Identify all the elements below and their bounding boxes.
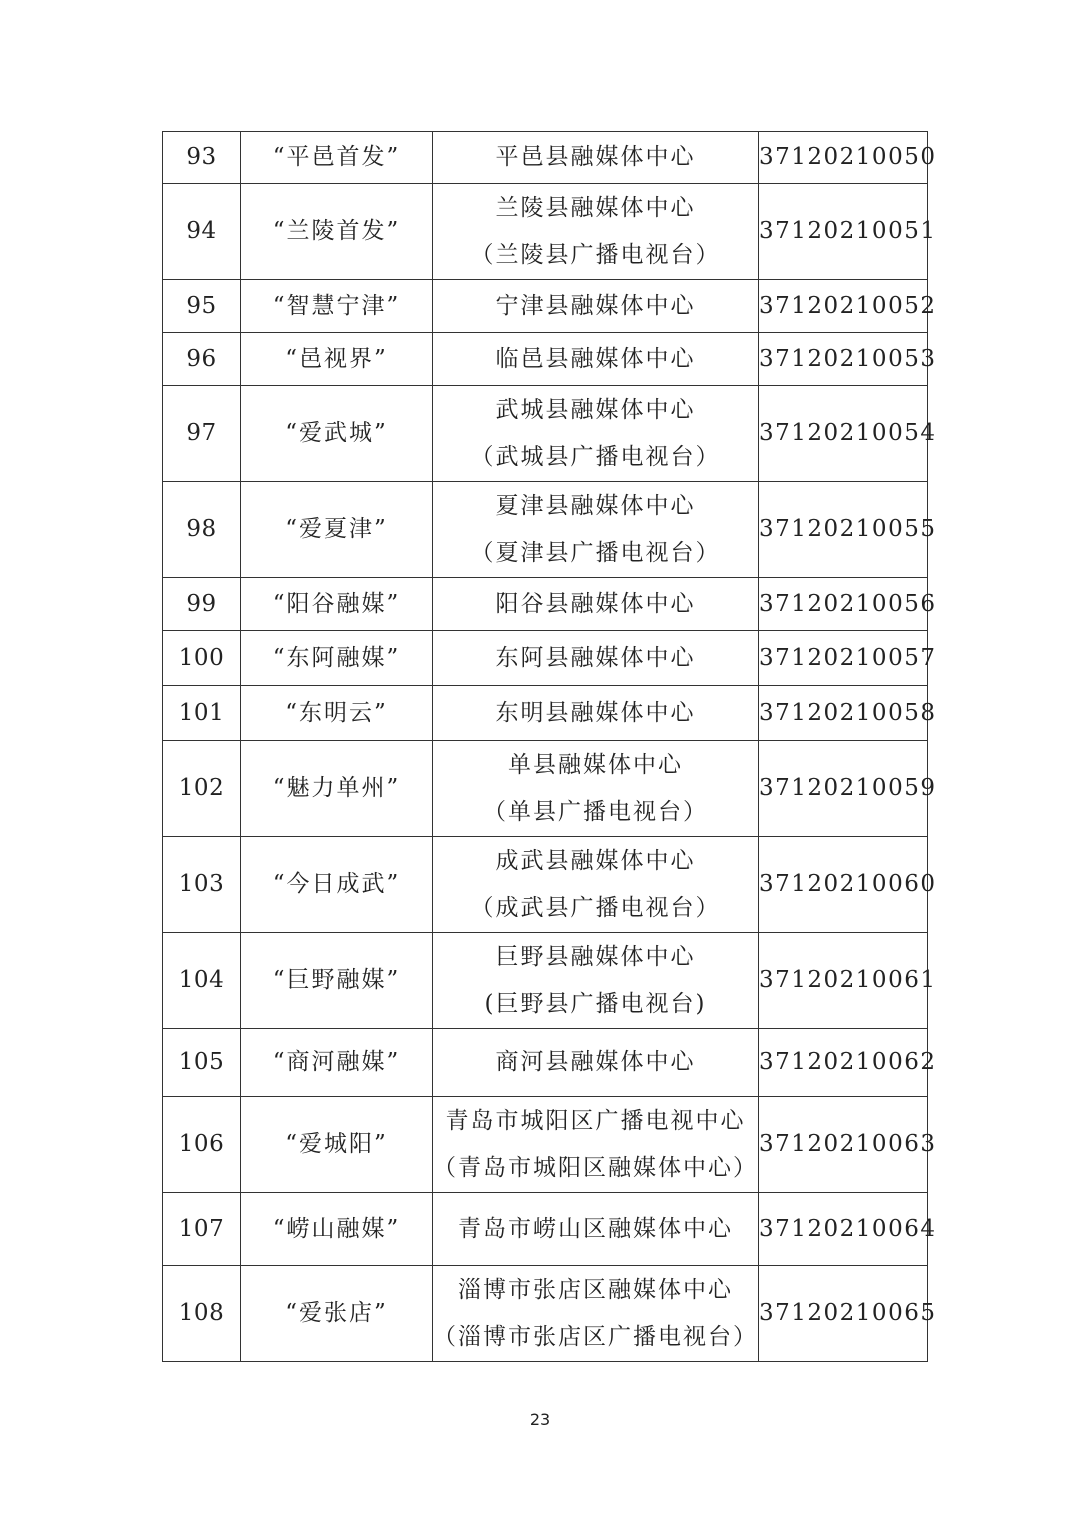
registration-code: 37120210055 bbox=[759, 482, 928, 578]
registration-code: 37120210052 bbox=[759, 280, 928, 333]
organization-cell bbox=[433, 280, 759, 333]
organization-cell bbox=[433, 1266, 759, 1362]
organization-cell bbox=[433, 1029, 759, 1097]
registration-code: 37120210056 bbox=[759, 578, 928, 631]
organization-name-line: （淄博市张店区广播电视台） bbox=[433, 1323, 758, 1350]
client-name: “邑视界” bbox=[241, 333, 433, 386]
organization-cell bbox=[433, 631, 759, 686]
organization-name-line: 平邑县融媒体中心 bbox=[495, 144, 696, 170]
organization-name-line: 巨野县融媒体中心 bbox=[495, 943, 696, 970]
row-number: 98 bbox=[163, 482, 241, 578]
page-number: 23 bbox=[529, 1410, 551, 1429]
registration-code: 37120210054 bbox=[759, 386, 928, 482]
registration-code: 37120210061 bbox=[759, 933, 928, 1029]
table-row bbox=[163, 933, 928, 1029]
registration-code: 37120210065 bbox=[759, 1266, 928, 1362]
registration-code: 37120210050 bbox=[759, 132, 928, 184]
organization-name-line: 宁津县融媒体中心 bbox=[495, 292, 696, 319]
organization-name-line: （成武县广播电视台） bbox=[470, 894, 721, 921]
client-name: “崂山融媒” bbox=[241, 1193, 433, 1266]
organization-cell bbox=[433, 386, 759, 482]
organization-cell bbox=[433, 578, 759, 631]
organization-cell bbox=[433, 132, 759, 184]
registration-code: 37120210057 bbox=[759, 631, 928, 686]
registration-code: 37120210051 bbox=[759, 184, 928, 280]
organization-name-line: 临邑县融媒体中心 bbox=[495, 345, 696, 372]
row-number: 102 bbox=[163, 741, 241, 837]
table-row bbox=[163, 1029, 928, 1097]
table-row bbox=[163, 837, 928, 933]
row-number: 101 bbox=[163, 686, 241, 741]
row-number: 100 bbox=[163, 631, 241, 686]
organization-name-line: （武城县广播电视台） bbox=[470, 443, 721, 470]
client-name: “爱夏津” bbox=[241, 482, 433, 578]
registry-table bbox=[162, 131, 937, 1362]
table-row bbox=[163, 686, 928, 741]
row-number: 96 bbox=[163, 333, 241, 386]
organization-cell bbox=[433, 837, 759, 933]
table-row bbox=[163, 280, 928, 333]
table-row bbox=[163, 741, 928, 837]
organization-name-line: （夏津县广播电视台） bbox=[470, 539, 721, 566]
row-number: 103 bbox=[163, 837, 241, 933]
organization-cell bbox=[433, 482, 759, 578]
organization-name-line: (巨野县广播电视台) bbox=[484, 990, 707, 1017]
row-number: 95 bbox=[163, 280, 241, 333]
organization-cell bbox=[433, 933, 759, 1029]
organization-name-line: 武城县融媒体中心 bbox=[495, 396, 696, 423]
table-row bbox=[163, 631, 928, 686]
table-row bbox=[163, 132, 928, 184]
organization-name-line: 阳谷县融媒体中心 bbox=[495, 590, 696, 617]
client-name: “商河融媒” bbox=[241, 1029, 433, 1097]
organization-cell bbox=[433, 333, 759, 386]
organization-name-line: 夏津县融媒体中心 bbox=[495, 492, 696, 519]
client-name: “平邑首发” bbox=[241, 132, 433, 184]
organization-name-line: （兰陵县广播电视台） bbox=[470, 241, 721, 268]
organization-cell bbox=[433, 686, 759, 741]
client-name: “东阿融媒” bbox=[241, 631, 433, 686]
registration-code: 37120210060 bbox=[759, 837, 928, 933]
organization-cell bbox=[433, 741, 759, 837]
organization-name-line: 东阿县融媒体中心 bbox=[495, 644, 696, 671]
client-name: “兰陵首发” bbox=[241, 184, 433, 280]
organization-name-line: 商河县融媒体中心 bbox=[495, 1049, 696, 1075]
organization-name-line: （单县广播电视台） bbox=[483, 798, 708, 825]
client-name: “今日成武” bbox=[241, 837, 433, 933]
organization-name-line: 淄博市张店区融媒体中心 bbox=[458, 1276, 733, 1303]
row-number: 105 bbox=[163, 1029, 241, 1097]
organization-name-line: 成武县融媒体中心 bbox=[495, 847, 696, 874]
client-name: “东明云” bbox=[241, 686, 433, 741]
client-name: “阳谷融媒” bbox=[241, 578, 433, 631]
row-number: 107 bbox=[163, 1193, 241, 1266]
registration-code: 37120210059 bbox=[759, 741, 928, 837]
table-row bbox=[163, 184, 928, 280]
client-name: “巨野融媒” bbox=[241, 933, 433, 1029]
table-row bbox=[163, 333, 928, 386]
registration-code: 37120210063 bbox=[759, 1097, 928, 1193]
table-row bbox=[163, 1193, 928, 1266]
row-number: 108 bbox=[163, 1266, 241, 1362]
table-row bbox=[163, 482, 928, 578]
registration-code: 37120210058 bbox=[759, 686, 928, 741]
client-name: “爱城阳” bbox=[241, 1097, 433, 1193]
registration-code: 37120210064 bbox=[759, 1193, 928, 1266]
table-row bbox=[163, 386, 928, 482]
registration-code: 37120210053 bbox=[759, 333, 928, 386]
organization-name-line: 青岛市崂山区融媒体中心 bbox=[458, 1215, 733, 1242]
row-number: 106 bbox=[163, 1097, 241, 1193]
organization-name-line: （青岛市城阳区融媒体中心） bbox=[433, 1154, 758, 1181]
client-name: “魅力单州” bbox=[241, 741, 433, 837]
client-name: “智慧宁津” bbox=[241, 280, 433, 333]
organization-cell bbox=[433, 1193, 759, 1266]
row-number: 93 bbox=[163, 132, 241, 184]
organization-name-line: 青岛市城阳区广播电视中心 bbox=[445, 1107, 746, 1134]
table-row bbox=[163, 578, 928, 631]
table-row bbox=[163, 1266, 928, 1362]
registration-code: 37120210062 bbox=[759, 1029, 928, 1097]
row-number: 97 bbox=[163, 386, 241, 482]
row-number: 104 bbox=[163, 933, 241, 1029]
table-row bbox=[163, 1097, 928, 1193]
row-number: 99 bbox=[163, 578, 241, 631]
organization-name-line: 单县融媒体中心 bbox=[508, 751, 683, 778]
client-name: “爱张店” bbox=[241, 1266, 433, 1362]
organization-name-line: 兰陵县融媒体中心 bbox=[495, 194, 696, 221]
organization-cell bbox=[433, 184, 759, 280]
table-body bbox=[163, 132, 937, 1362]
row-number: 94 bbox=[163, 184, 241, 280]
client-name: “爱武城” bbox=[241, 386, 433, 482]
organization-cell bbox=[433, 1097, 759, 1193]
organization-name-line: 东明县融媒体中心 bbox=[495, 699, 696, 726]
